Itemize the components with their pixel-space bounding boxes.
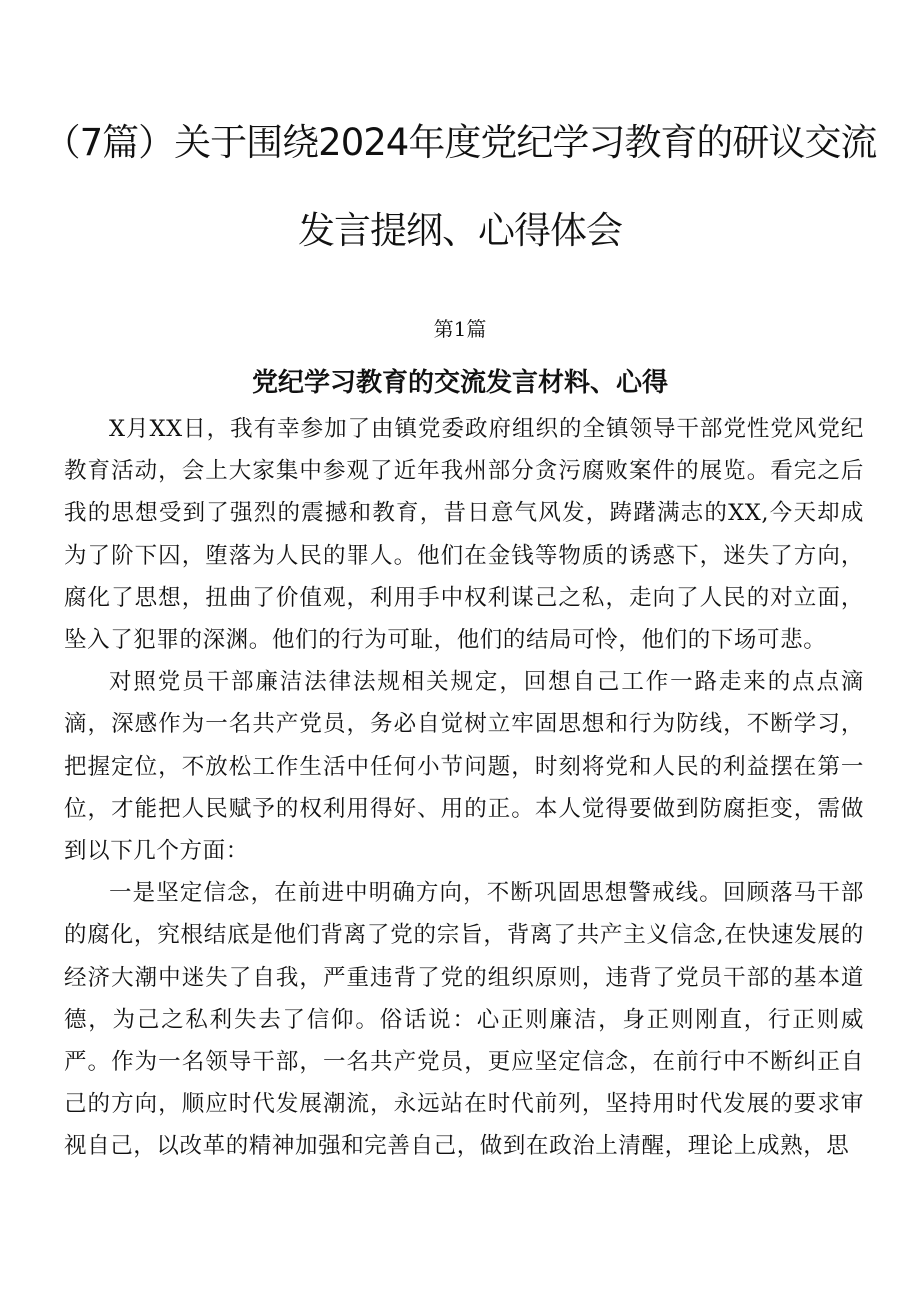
paragraph: 一是坚定信念，在前进中明确方向，不断巩固思想警戒线。回顾落马干部的腐化，究根结底是他们背离了党的宗旨，背离了共产主义信念,在快速发展的经济大潮中迷失了自我，严重违背了党的组织原则，违背了党员干部的基本道德，为己之私利失去了信仰。俗话说：心正则廉洁，身正则刚直，行正则威严。作为一名领导干部，一名共产党员，更应坚定信念，在前行中不断纠正自己的方向，顺应时代发展潮流，永远站在时代前列，坚持用时代发展的要求审视自己，以改革的精神加强和完善自己，做到在政治上清醒，理论上成熟，思 [64, 880, 864, 1160]
chapter-label: 第1篇 [433, 317, 487, 341]
paragraph: 对照党员干部廉洁法律法规相关规定，回想自己工作一路走来的点点滴滴，深感作为一名共产党员，务必自觉树立牢固思想和行为防线，不断学习，把握定位，不放松工作生活中任何小节问题，时刻将党和人民的利益摆在第一位，才能把人民赋予的权利用得好、用的正。本人觉得要做到防腐拒变，需做到以下几个方面： [64, 669, 864, 865]
body-text [64, 408, 864, 1168]
document-title-line-2: 发言提纲、心得体会 [298, 209, 622, 252]
paragraph: X月XX日，我有幸参加了由镇党委政府组织的全镇领导干部党性党风党纪教育活动，会上大家集中参观了近年我州部分贪污腐败案件的展览。看完之后我的思想受到了强烈的震撼和教育，昔日意气风发，踌躇满志的XX,今天却成为了阶下囚，堕落为人民的罪人。他们在金钱等物质的诱惑下，迷失了方向，腐化了思想，扭曲了价值观，利用手中权利谋己之私，走向了人民的对立面，坠入了犯罪的深渊。他们的行为可耻，他们的结局可怜，他们的下场可悲。 [64, 416, 864, 654]
section-title: 党纪学习教育的交流发言材料、心得 [251, 368, 668, 398]
document-title-line-1: （7篇）关于围绕2024年度党纪学习教育的研议交流 [43, 121, 877, 164]
